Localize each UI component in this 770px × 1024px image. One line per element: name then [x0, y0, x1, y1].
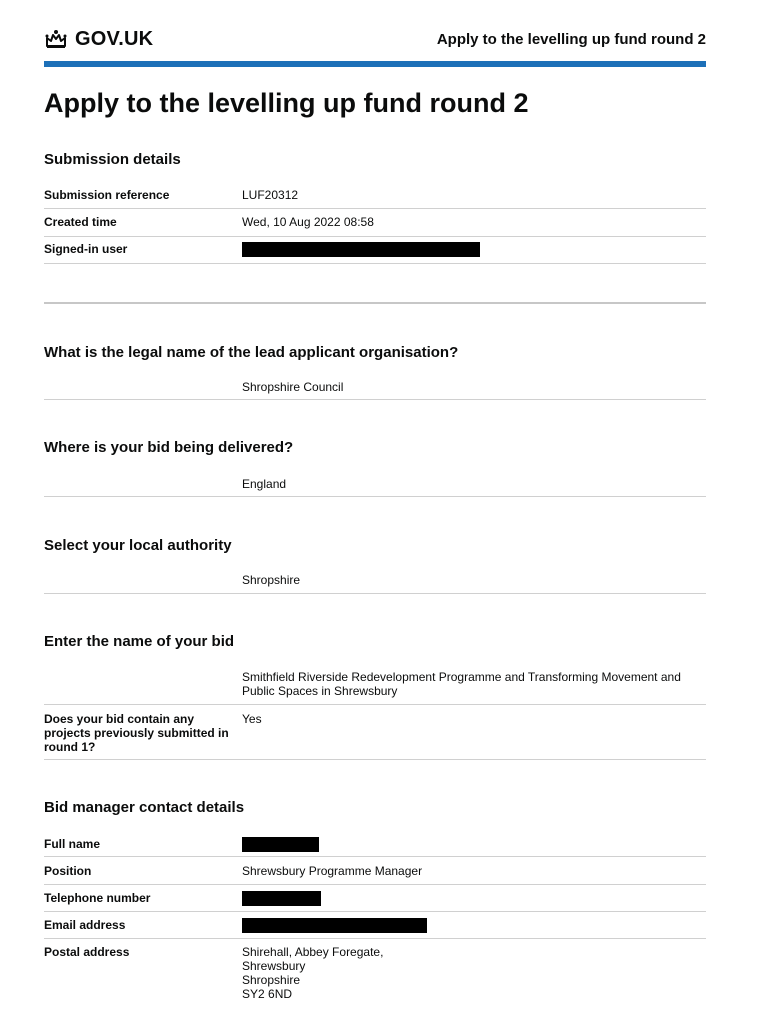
service-name[interactable]: Apply to the levelling up fund round 2 — [436, 30, 706, 48]
summary-row-email — [44, 918, 706, 939]
crown-icon — [44, 29, 68, 49]
row-key: Signed-in user — [44, 242, 128, 256]
row-value: Shrewsbury Programme Manager — [242, 864, 423, 878]
redacted-block — [242, 918, 427, 933]
legal-name-heading: What is the legal name of the lead applicant organisation? — [44, 344, 459, 361]
row-value: Smithfield Riverside Redevelopment Programme and Transforming Movement and Public Spaces in Shrewsbury — [242, 670, 681, 698]
page-title: Apply to the levelling up fund round 2 — [44, 88, 529, 118]
row-key: Does your bid contain any projects previously submitted in round 1? — [44, 712, 229, 754]
row-value — [242, 891, 702, 906]
summary-row-bid-delivered — [44, 477, 706, 497]
row-key: Created time — [44, 215, 117, 229]
local-authority-heading: Select your local authority — [44, 537, 232, 554]
logo-text: GOV.UK — [75, 27, 154, 50]
section-divider — [44, 302, 706, 304]
row-value: Yes — [242, 712, 262, 726]
bid-name-heading: Enter the name of your bid — [44, 633, 235, 650]
site-header — [44, 26, 706, 52]
summary-row-signed-in-user — [44, 242, 706, 264]
summary-row-submission-reference — [44, 188, 706, 209]
govuk-logo[interactable] — [44, 28, 153, 51]
redacted-block — [242, 891, 321, 906]
redacted-block — [242, 837, 319, 852]
summary-row-full-name — [44, 837, 706, 857]
summary-row-bid-name — [44, 670, 706, 705]
summary-row-local-authority — [44, 573, 706, 594]
row-key: Submission reference — [44, 188, 170, 202]
row-key: Position — [44, 864, 92, 878]
bid-delivered-heading: Where is your bid being delivered? — [44, 439, 294, 456]
summary-row-round1-projects — [44, 712, 706, 760]
row-value — [242, 837, 702, 852]
row-key: Email address — [44, 918, 126, 932]
row-value: Wed, 10 Aug 2022 08:58 — [242, 215, 374, 229]
row-value: Shropshire — [242, 573, 301, 587]
submission-details-heading: Submission details — [44, 151, 181, 168]
contact-details-heading: Bid manager contact details — [44, 799, 245, 816]
row-key: Postal address — [44, 945, 130, 959]
redacted-block — [242, 242, 480, 257]
row-value: Shirehall, Abbey Foregate, Shrewsbury Shropshire SY2 6ND — [242, 945, 384, 1001]
row-key: Full name — [44, 837, 101, 851]
row-value: LUF20312 — [242, 188, 299, 202]
row-value: Shropshire Council — [242, 380, 344, 394]
summary-row-legal-name — [44, 380, 706, 400]
row-value — [242, 918, 702, 933]
row-key: Telephone number — [44, 891, 151, 905]
row-value: England — [242, 477, 287, 491]
summary-row-created-time — [44, 215, 706, 237]
header-accent-bar — [44, 61, 706, 67]
summary-row-position — [44, 864, 706, 885]
row-value — [242, 242, 702, 257]
summary-row-postal-address — [44, 945, 706, 1007]
summary-row-telephone — [44, 891, 706, 912]
